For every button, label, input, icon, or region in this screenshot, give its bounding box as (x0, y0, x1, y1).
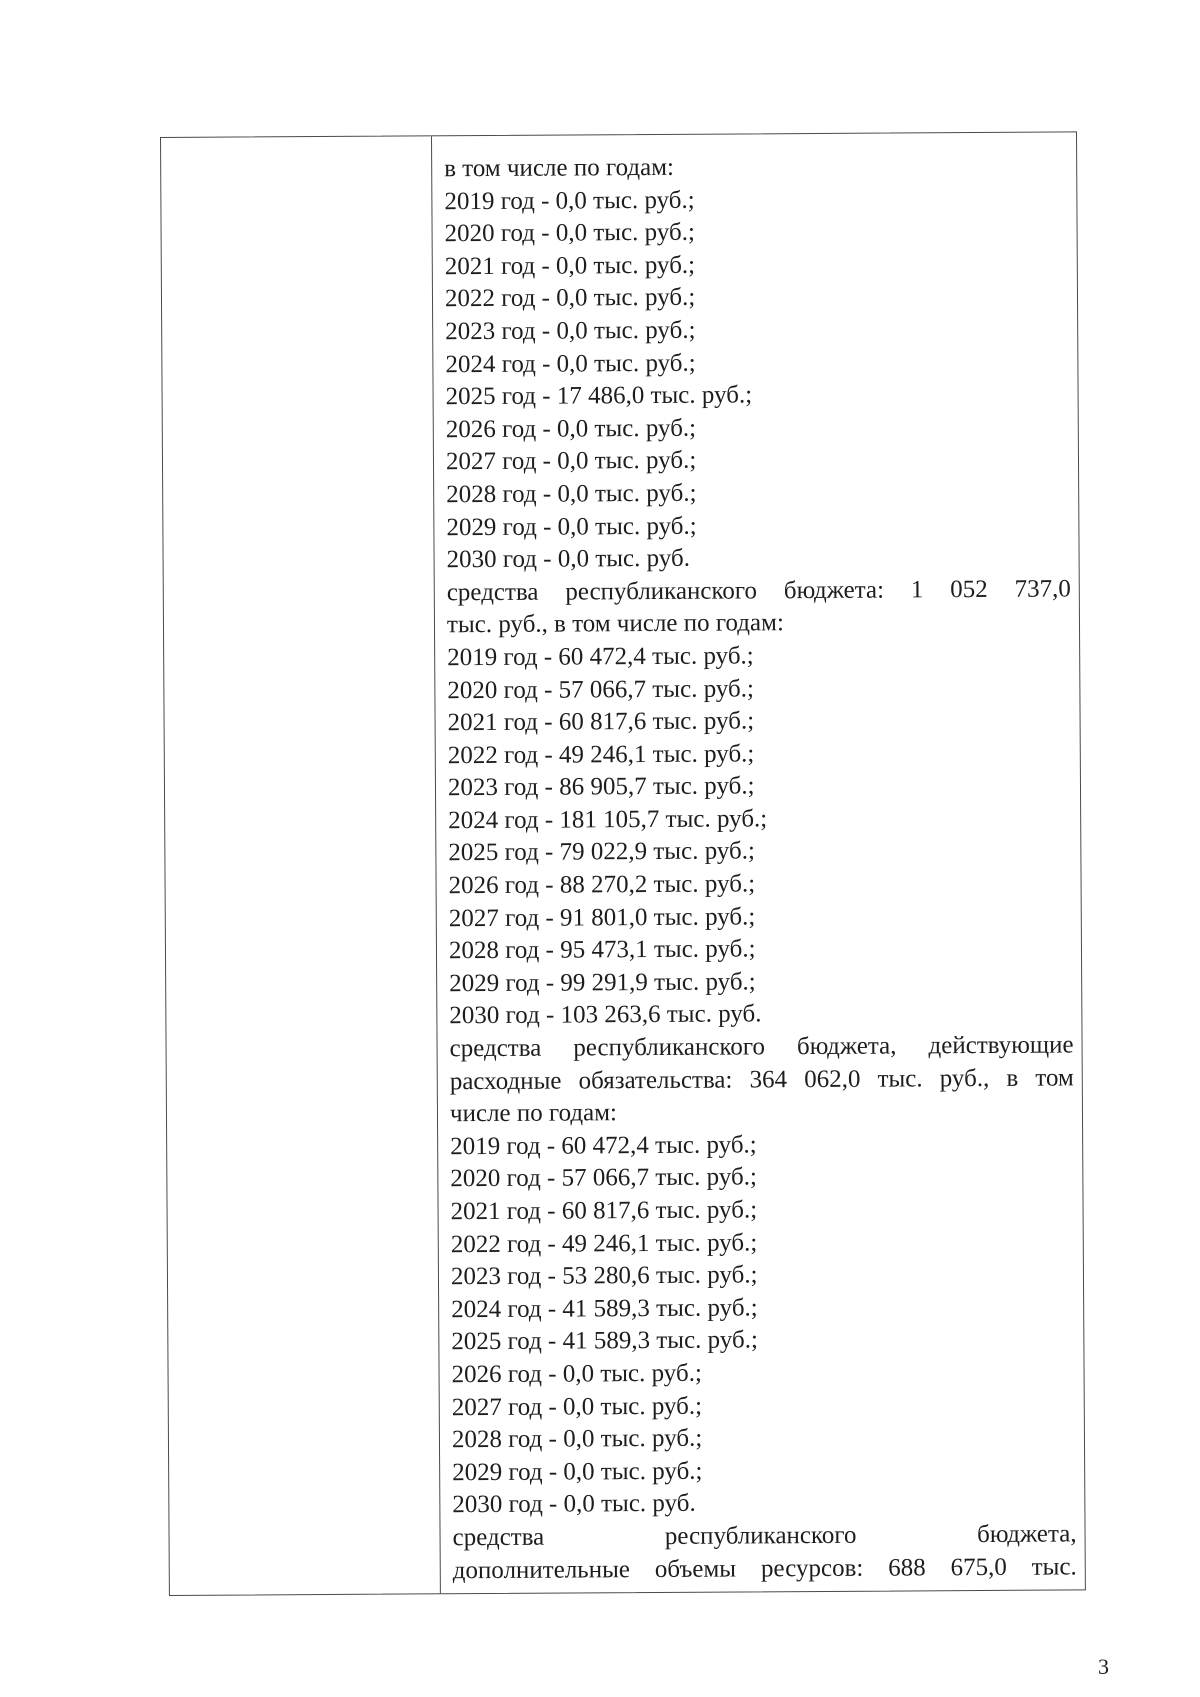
text-line: числе по годам: (449, 1099, 618, 1128)
table-right-cell (432, 132, 1085, 1593)
table-left-cell-empty (161, 136, 441, 1595)
text-line: 2019 год - 0,0 тыс. руб.; (444, 186, 695, 215)
funding-table (160, 131, 1086, 1596)
text-line: 2025 год - 79 022,9 тыс. руб.; (448, 837, 755, 867)
text-line: 2022 год - 0,0 тыс. руб.; (444, 284, 696, 313)
text-line: 2030 год - 103 263,6 тыс. руб. (449, 1000, 762, 1030)
text-line: 2029 год - 99 291,9 тыс. руб.; (449, 968, 756, 998)
text-line: 2021 год - 60 817,6 тыс. руб.; (450, 1196, 758, 1226)
text-line: 2030 год - 0,0 тыс. руб. (446, 544, 691, 574)
text-line: средства республиканского бюджета, (452, 1520, 1077, 1552)
text-line: дополнительные объемы ресурсов: 688 675,0 тыс. (452, 1552, 1077, 1584)
text-line: 2020 год - 57 066,7 тыс. руб.; (450, 1163, 757, 1193)
text-line: 2029 год - 0,0 тыс. руб.; (446, 512, 697, 541)
text-line: тыс. руб., в том числе по годам: (446, 609, 784, 639)
text-line: 2027 год - 91 801,0 тыс. руб.; (448, 903, 756, 932)
text-line: средства республиканского бюджета: 1 052 737,0 (446, 575, 1071, 606)
text-line: средства республиканского бюджета, действующие (449, 1031, 1074, 1063)
text-line: 2021 год - 60 817,6 тыс. руб.; (447, 707, 755, 737)
text-line: 2028 год - 0,0 тыс. руб.; (446, 479, 697, 509)
text-line: 2024 год - 0,0 тыс. руб.; (445, 349, 696, 378)
text-line: 2020 год - 0,0 тыс. руб.; (444, 218, 695, 248)
text-line: 2021 год - 0,0 тыс. руб.; (444, 251, 696, 281)
text-line: 2025 год - 17 486,0 тыс. руб.; (445, 381, 753, 411)
text-line: 2023 год - 86 905,7 тыс. руб.; (447, 772, 755, 802)
text-line: 2022 год - 49 246,1 тыс. руб.; (447, 740, 755, 769)
text-line: 2026 год - 0,0 тыс. руб.; (451, 1359, 702, 1389)
text-line: 2023 год - 0,0 тыс. руб.; (445, 316, 696, 346)
text-line: 2030 год - 0,0 тыс. руб. (452, 1490, 696, 1519)
text-line: 2027 год - 0,0 тыс. руб.; (451, 1392, 703, 1421)
page-number: 3 (1098, 1654, 1109, 1679)
text-line: 2028 год - 95 473,1 тыс. руб.; (448, 935, 756, 965)
text-line: 2019 год - 60 472,4 тыс. руб.; (450, 1131, 757, 1161)
text-line: в том числе по годам: (444, 153, 675, 183)
text-line: 2025 год - 41 589,3 тыс. руб.; (451, 1326, 758, 1356)
text-line: 2022 год - 49 246,1 тыс. руб.; (450, 1228, 758, 1258)
text-line: 2024 год - 181 105,7 тыс. руб.; (448, 805, 768, 835)
text-line: 2026 год - 0,0 тыс. руб.; (445, 414, 697, 444)
text-line: 2019 год - 60 472,4 тыс. руб.; (447, 642, 754, 672)
text-line: 2023 год - 53 280,6 тыс. руб.; (450, 1261, 758, 1291)
text-line: расходные обязательства: 364 062,0 тыс. руб., в том (449, 1064, 1074, 1095)
text-line: 2029 год - 0,0 тыс. руб.; (452, 1457, 703, 1486)
text-line: 2024 год - 41 589,3 тыс. руб.; (451, 1294, 758, 1324)
text-line: 2028 год - 0,0 тыс. руб.; (451, 1424, 703, 1454)
text-line: 2027 год - 0,0 тыс. руб.; (445, 447, 697, 476)
text-line: 2026 год - 88 270,2 тыс. руб.; (448, 870, 756, 900)
text-line: 2020 год - 57 066,7 тыс. руб.; (447, 674, 754, 704)
